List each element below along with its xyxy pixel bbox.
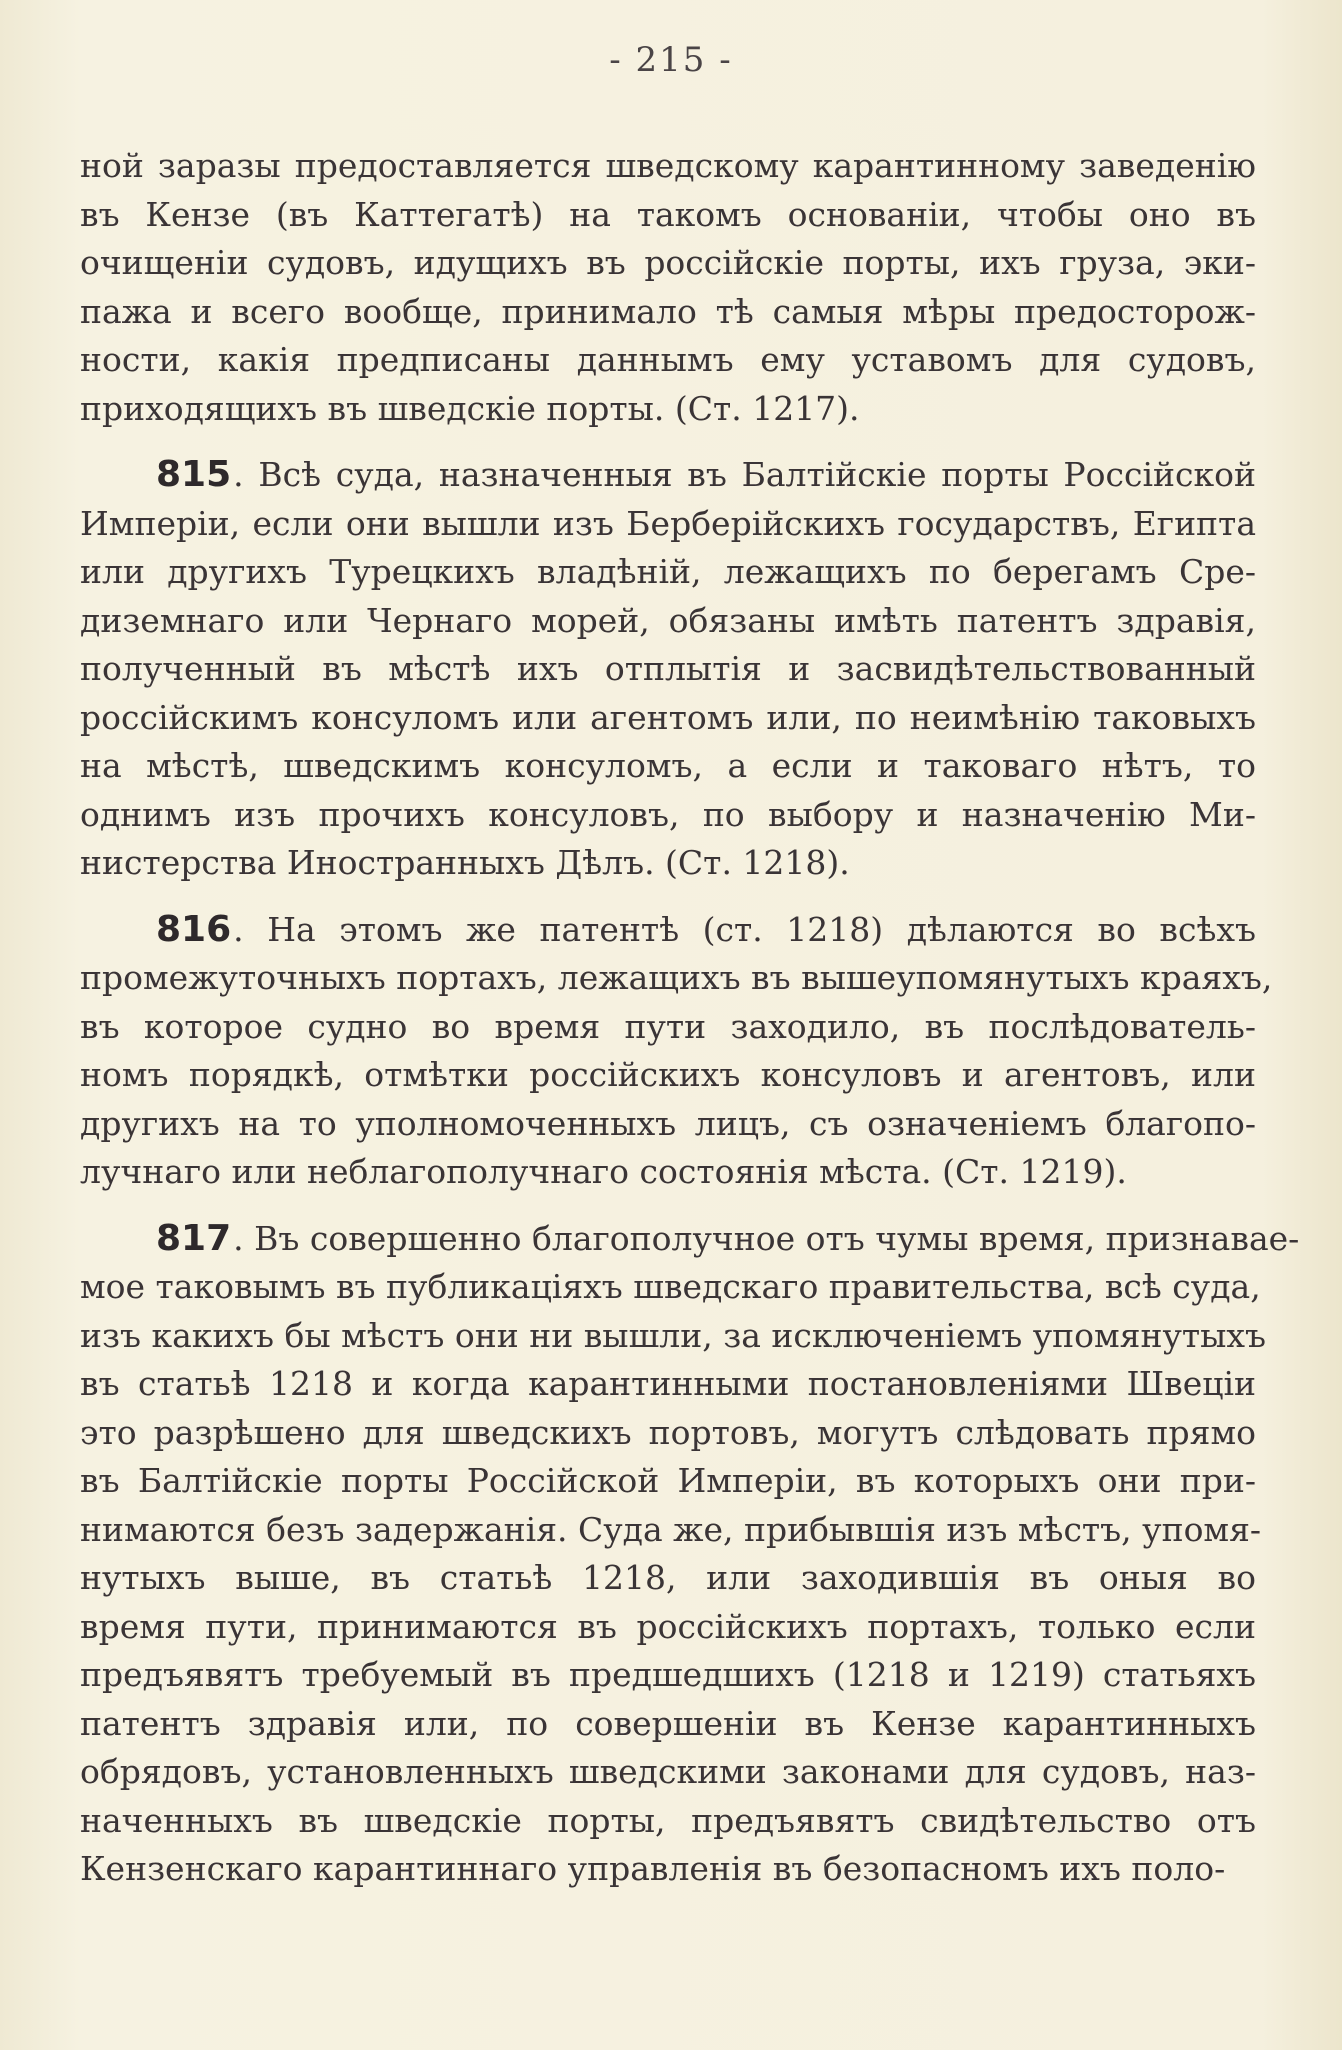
text-line (80, 288, 1256, 337)
text-line (80, 906, 1256, 955)
text-line (80, 1148, 1256, 1197)
text-line (80, 1845, 1256, 1894)
text-line (80, 1506, 1262, 1555)
text-line (80, 954, 1273, 1003)
line-text: въ статьѣ 1218 и когда карантинными постановленіями Швеціи (80, 1364, 1256, 1403)
text-line (80, 1457, 1256, 1506)
line-text: Кензенскаго карантиннаго управленія въ безопасномъ ихъ поло- (80, 1849, 1226, 1888)
article-number: 816 (156, 908, 232, 950)
text-line (80, 1603, 1256, 1652)
text-line (80, 694, 1256, 743)
text-line (80, 1263, 1261, 1312)
text-line (80, 1312, 1267, 1361)
text-line (80, 1360, 1256, 1409)
line-text: обрядовъ, установленныхъ шведскими законами для судовъ, наз- (80, 1752, 1256, 1791)
page-number: - 215 - (609, 40, 733, 80)
text-line (80, 1700, 1256, 1749)
line-text: полученный въ мѣстѣ ихъ отплытія и засвидѣтельствованный (80, 649, 1256, 688)
line-text: это разрѣшено для шведскихъ портовъ, могутъ слѣдовать прямо (80, 1412, 1256, 1452)
text-line (80, 1651, 1256, 1700)
line-text: россійскимъ консуломъ или агентомъ или, по неимѣнію таковыхъ (80, 697, 1256, 737)
article-817 (80, 1215, 1300, 1894)
article-number: 815 (156, 454, 232, 495)
line-text: однимъ изъ прочихъ консуловъ, по выбору и назначенію Ми- (80, 794, 1256, 834)
line-text: пажа и всего вообще, принимало тѣ самыя мѣры предосторож- (80, 291, 1256, 331)
text-line (80, 548, 1256, 597)
line-text: въ Кензе (въ Каттегатѣ) на такомъ основаніи, чтобы оно въ (80, 194, 1256, 234)
line-text: ности, какія предписаны даннымъ ему уставомъ для судовъ, (80, 340, 1256, 379)
text-line (80, 1409, 1256, 1458)
article-816 (80, 906, 1273, 1197)
text-line (80, 1051, 1256, 1100)
text-line (80, 742, 1256, 791)
line-text: наченныхъ въ шведскіе порты, предъявятъ свидѣтельство отъ (80, 1800, 1256, 1840)
line-text: приходящихъ въ шведскіе порты. (Ст. 1217). (80, 388, 860, 428)
text-line (80, 1003, 1256, 1052)
line-text: другихъ на то уполномоченныхъ лицъ, съ означеніемъ благопо- (80, 1103, 1256, 1143)
text-line (80, 500, 1256, 549)
line-text: . На этомъ же патентѣ (ст. 1218) дѣлаются во всѣхъ (233, 909, 1256, 949)
text-line (80, 1100, 1256, 1149)
line-text: мое таковымъ въ публикаціяхъ шведскаго правительства, всѣ суда, (80, 1267, 1261, 1306)
line-text: нимаются безъ задержанія. Суда же, прибывшія изъ мѣстъ, упомя- (80, 1509, 1262, 1549)
line-text: нистерства Иностранныхъ Дѣлъ. (Ст. 1218). (80, 843, 850, 882)
line-text: патентъ здравія или, по совершеніи въ Кензе карантинныхъ (80, 1703, 1256, 1743)
text-line (80, 1554, 1256, 1603)
line-text: въ которое судно во время пути заходило, въ послѣдователь- (80, 1006, 1256, 1046)
text-line (80, 839, 1256, 888)
text-line (80, 336, 1256, 385)
line-text: номъ порядкѣ, отмѣтки россійскихъ консуловъ и агентовъ, или (80, 1055, 1256, 1094)
line-text: или другихъ Турецкихъ владѣній, лежащихъ по берегамъ Сре- (80, 552, 1256, 591)
text-line (80, 791, 1256, 840)
text-line (80, 1797, 1256, 1846)
article-number: 817 (156, 1217, 232, 1259)
text-line (80, 191, 1256, 240)
text-line (80, 1215, 1300, 1264)
line-text: время пути, принимаются въ россійскихъ портахъ, только если (80, 1606, 1256, 1646)
line-text: очищеніи судовъ, идущихъ въ россійскіе порты, ихъ груза, эки- (80, 243, 1256, 282)
line-text: промежуточныхъ портахъ, лежащихъ въ вышеупомянутыхъ краяхъ, (80, 958, 1273, 997)
body-text (80, 142, 1300, 1912)
line-text: предъявятъ требуемый въ предшедшихъ (1218 и 1219) статьяхъ (80, 1655, 1256, 1694)
line-text: ной заразы предоставляется шведскому карантинному заведенію (80, 146, 1256, 185)
paragraph-continuation (80, 142, 1256, 433)
line-text: въ Балтійскіе порты Россійской Имперіи, въ которыхъ они при- (80, 1461, 1256, 1500)
line-text: изъ какихъ бы мѣстъ они ни вышли, за исключеніемъ упомянутыхъ (80, 1315, 1267, 1355)
text-line (80, 597, 1256, 646)
text-line (80, 385, 1256, 434)
line-text: Имперіи, если они вышли изъ Берберійскихъ государствъ, Египта (80, 503, 1256, 543)
line-text: лучнаго или неблагополучнаго состоянія мѣста. (Ст. 1219). (80, 1152, 1127, 1191)
line-text: диземнаго или Чернаго морей, обязаны имѣть патентъ здравія, (80, 600, 1256, 640)
article-815 (80, 451, 1256, 888)
line-text: . Въ совершенно благополучное отъ чумы время, признавае- (233, 1218, 1300, 1258)
line-text: . Всѣ суда, назначенныя въ Балтійскіе порты Россійской (233, 455, 1256, 494)
text-line (80, 1748, 1256, 1797)
line-text: нутыхъ выше, въ статьѣ 1218, или заходившія въ оныя во (80, 1558, 1256, 1597)
text-line (80, 239, 1256, 288)
text-line (80, 451, 1256, 500)
line-text: на мѣстѣ, шведскимъ консуломъ, а если и таковаго нѣтъ, то (80, 746, 1256, 785)
text-line (80, 142, 1256, 191)
text-line (80, 645, 1256, 694)
